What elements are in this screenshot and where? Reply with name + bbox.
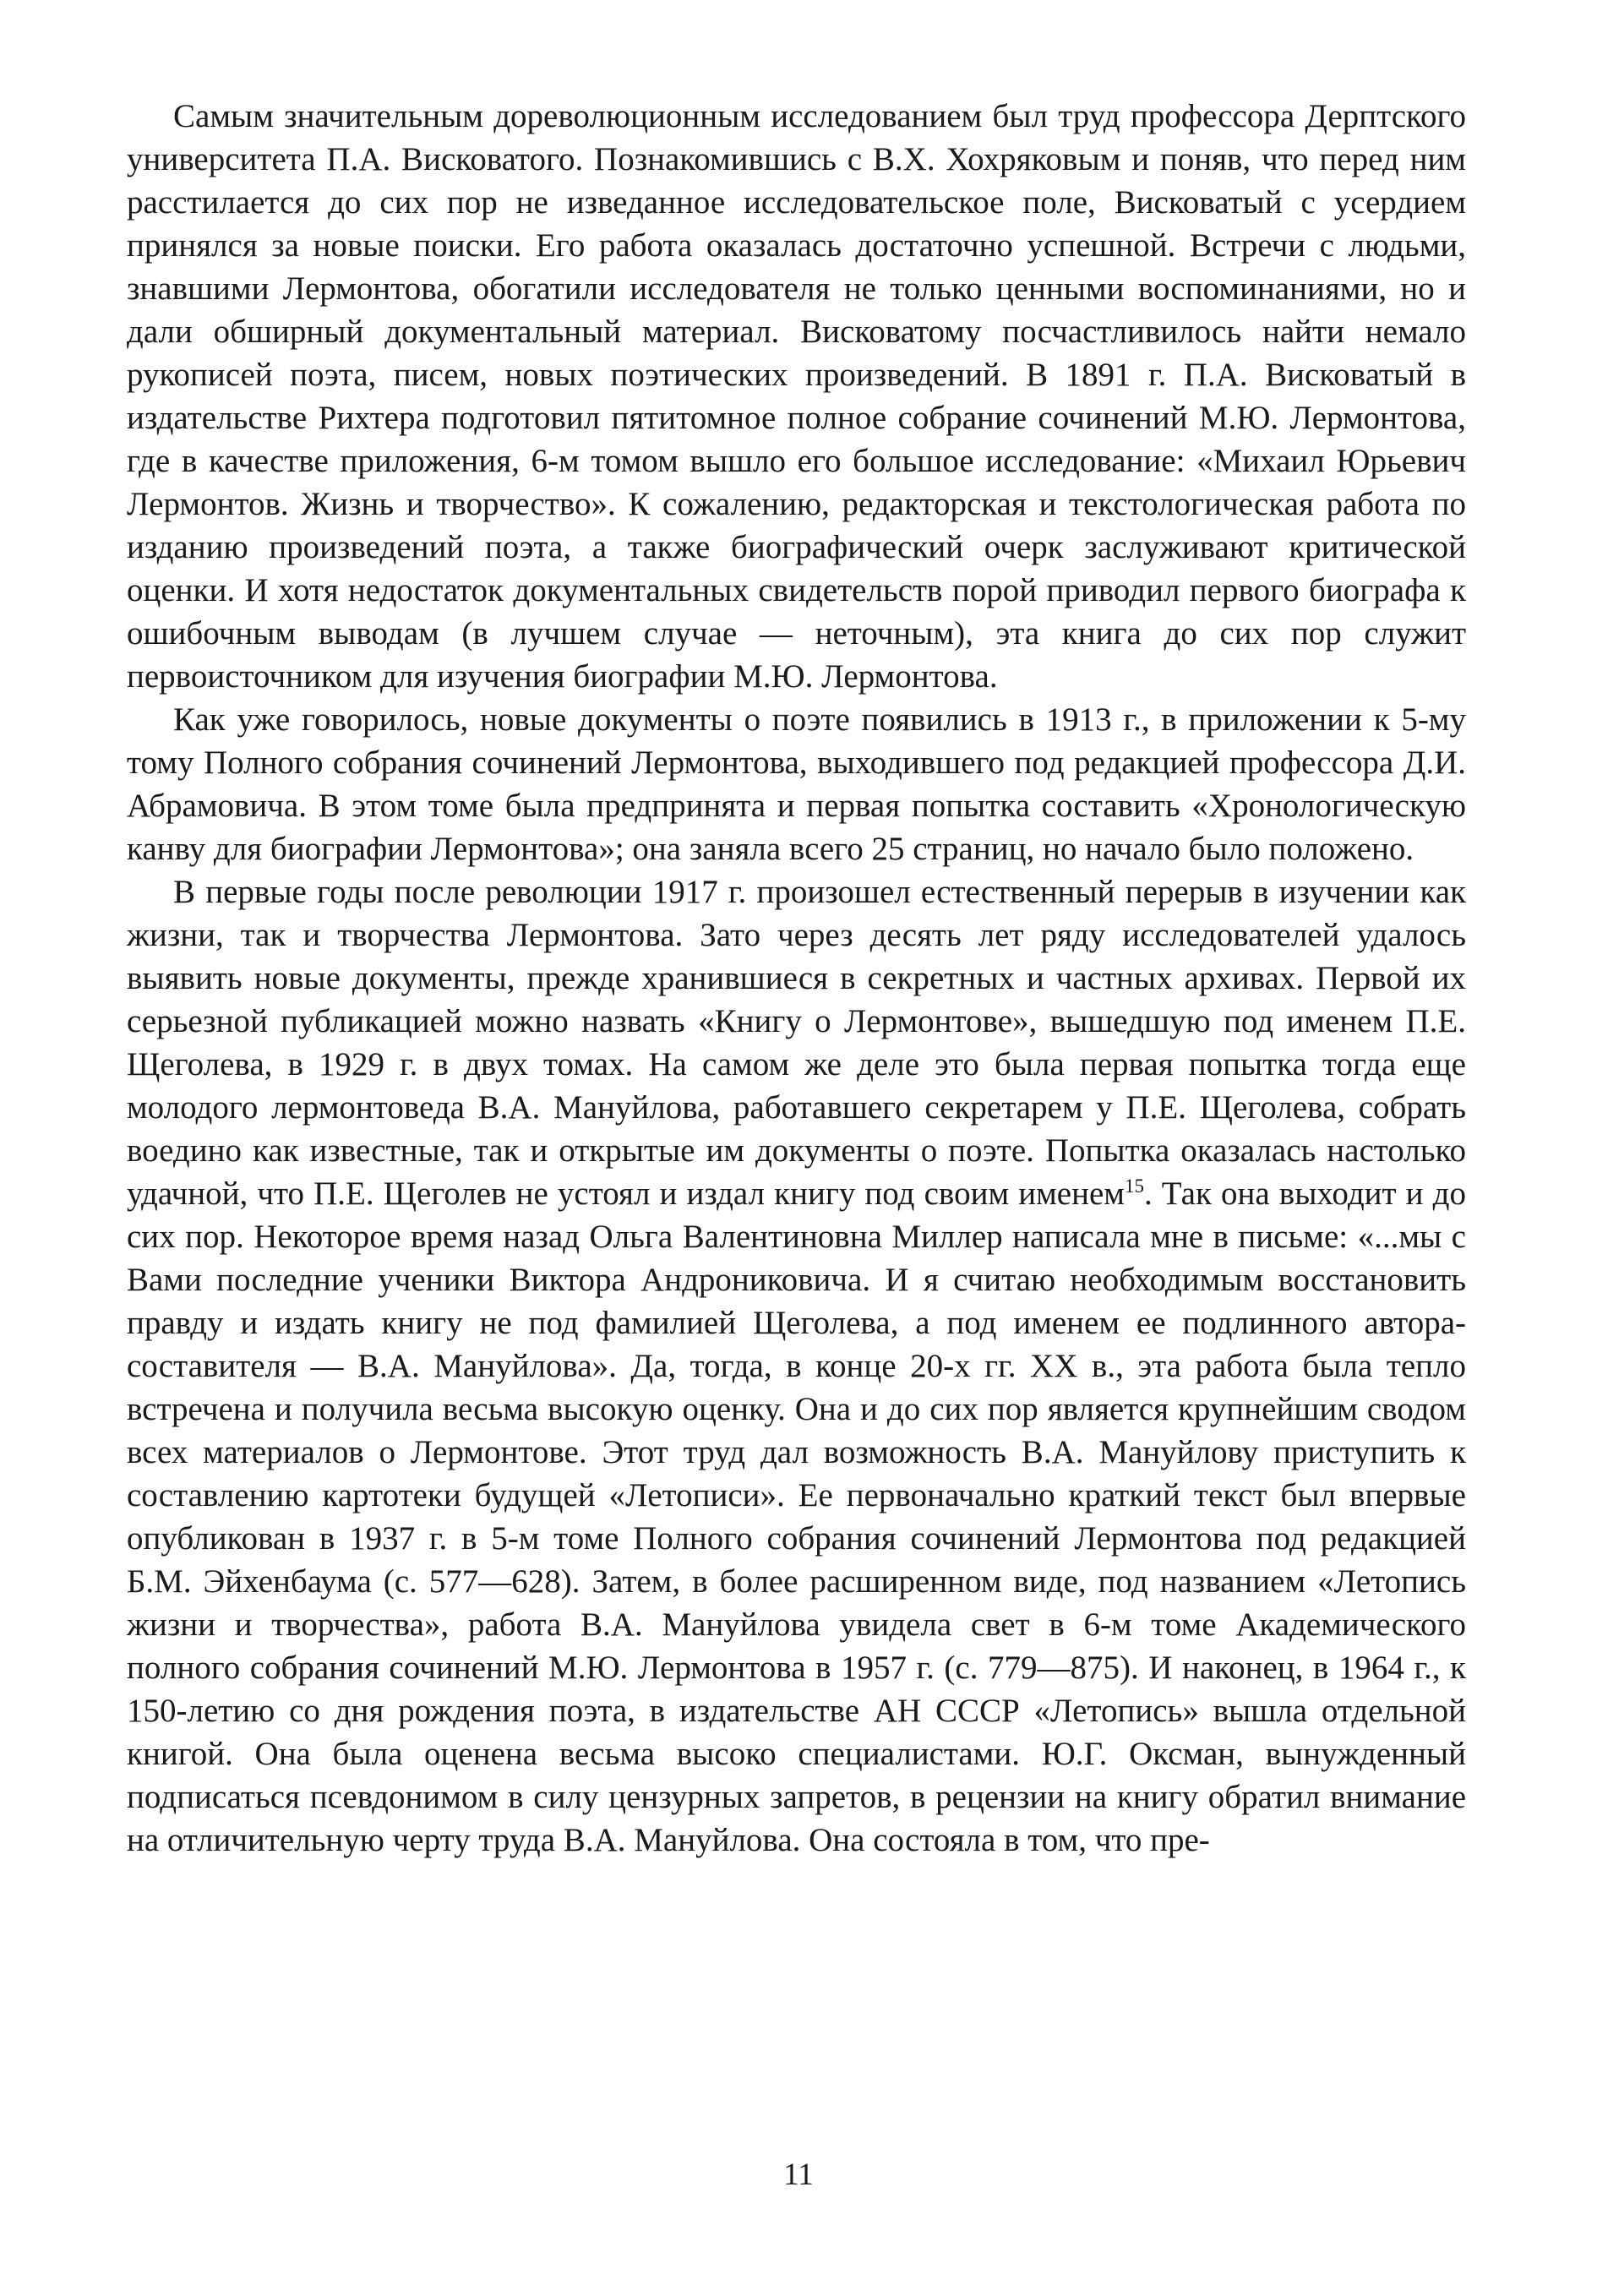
- page-body: [127, 95, 1466, 1862]
- paragraph-3-text-before-note: В первые годы после революции 1917 г. произошел естественный перерыв в изучении как жизни, так и творчества Лермонтова. Зато через десять лет ряду исследователей удалось выявить новые документы, прежде хранившиеся в секретных и частных архивах. Первой их серьезной публикацией можно назвать «Книгу о Лермонтове», вышедшую под именем П.Е. Щеголева, в 1929 г. в двух томах. На самом же деле это была первая попытка тогда еще молодого лермонтоведа В.А. Мануйлова, работавшего секретарем у П.Е. Щеголева, собрать воедино как известные, так и открытые им документы о поэте. Попытка оказалась настолько удачной, что П.Е. Щеголев не устоял и издал книгу под своим именем: [127, 874, 1466, 1212]
- paragraph-1: Самым значительным дореволюционным исследованием был труд профессора Дерптского университета П.А. Висковатого. Познакомившись с В.Х. Хохряковым и поняв, что перед ним расстилается до сих пор не изведанное исследовательское поле, Висковатый с усердием принялся за новые поиски. Его работа оказалась достаточно успешной. Встречи с людьми, знавшими Лермонтова, обогатили исследователя не только ценными воспоминаниями, но и дали обширный документальный материал. Висковатому посчастливилось найти немало рукописей поэта, писем, новых поэтических произведений. В 1891 г. П.А. Висковатый в издательстве Рихтера подготовил пятитомное полное собрание сочинений М.Ю. Лермонтова, где в качестве приложения, 6-м томом вышло его большое исследование: «Михаил Юрьевич Лермонтов. Жизнь и творчество». К сожалению, редакторская и текстологическая работа по изданию произведений поэта, а также биографический очерк заслуживают критической оценки. И хотя недостаток документальных свидетельств порой приводил первого биографа к ошибочным выводам (в лучшем случае — неточным), эта книга до сих пор служит первоисточником для изучения биографии М.Ю. Лермонтова.: [127, 98, 1466, 695]
- page-number: 11: [783, 2157, 814, 2192]
- footnote-reference: 15: [1124, 1175, 1144, 1197]
- paragraph-3-text-after-note: . Так она выходит и до сих пор. Некоторое время назад Ольга Валентиновна Миллер написала мне в письме: «...мы с Вами последние ученики Виктора Андрониковича. И я считаю необходимым восстановить правду и издать книгу не под фамилией Щеголева, а под именем ее подлинного автора-составителя — В.А. Мануйлова». Да, тогда, в конце 20-х гг. XX в., эта работа была тепло встречена и получила весьма высокую оценку. Она и до сих пор является крупнейшим сводом всех материалов о Лермонтове. Этот труд дал возможность В.А. Мануйлову приступить к составлению картотеки будущей «Летописи». Ее первоначально краткий текст был впервые опубликован в 1937 г. в 5-м томе Полного собрания сочинений Лермонтова под редакцией Б.М. Эйхенбаума (с. 577—628). Затем, в более расширенном виде, под названием «Летопись жизни и творчества», работа В.А. Мануйлова увидела свет в 6-м томе Академического полного собрания сочинений М.Ю. Лермонтова в 1957 г. (с. 779—875). И наконец, в 1964 г., к 150-летию со дня рождения поэта, в издательстве АН СССР «Летопись» вышла отдельной книгой. Она была оценена весьма высоко специалистами. Ю.Г. Оксман, вынужденный подписаться псевдонимом в силу цензурных запретов, в рецензии на книгу обратил внимание на отличительную черту труда В.А. Мануйлова. Она состояла в том, что пре-: [127, 1175, 1466, 1858]
- paragraph-2: Как уже говорилось, новые документы о поэте появились в 1913 г., в приложении к 5-му тому Полного собрания сочинений Лермонтова, выходившего под редакцией профессора Д.И. Абрамовича. В этом томе была предпринята и первая попытка составить «Хронологическую канву для биографии Лермонтова»; она заняла всего 25 страниц, но начало было положено.: [127, 701, 1466, 867]
- paragraph-3: [127, 870, 1466, 1862]
